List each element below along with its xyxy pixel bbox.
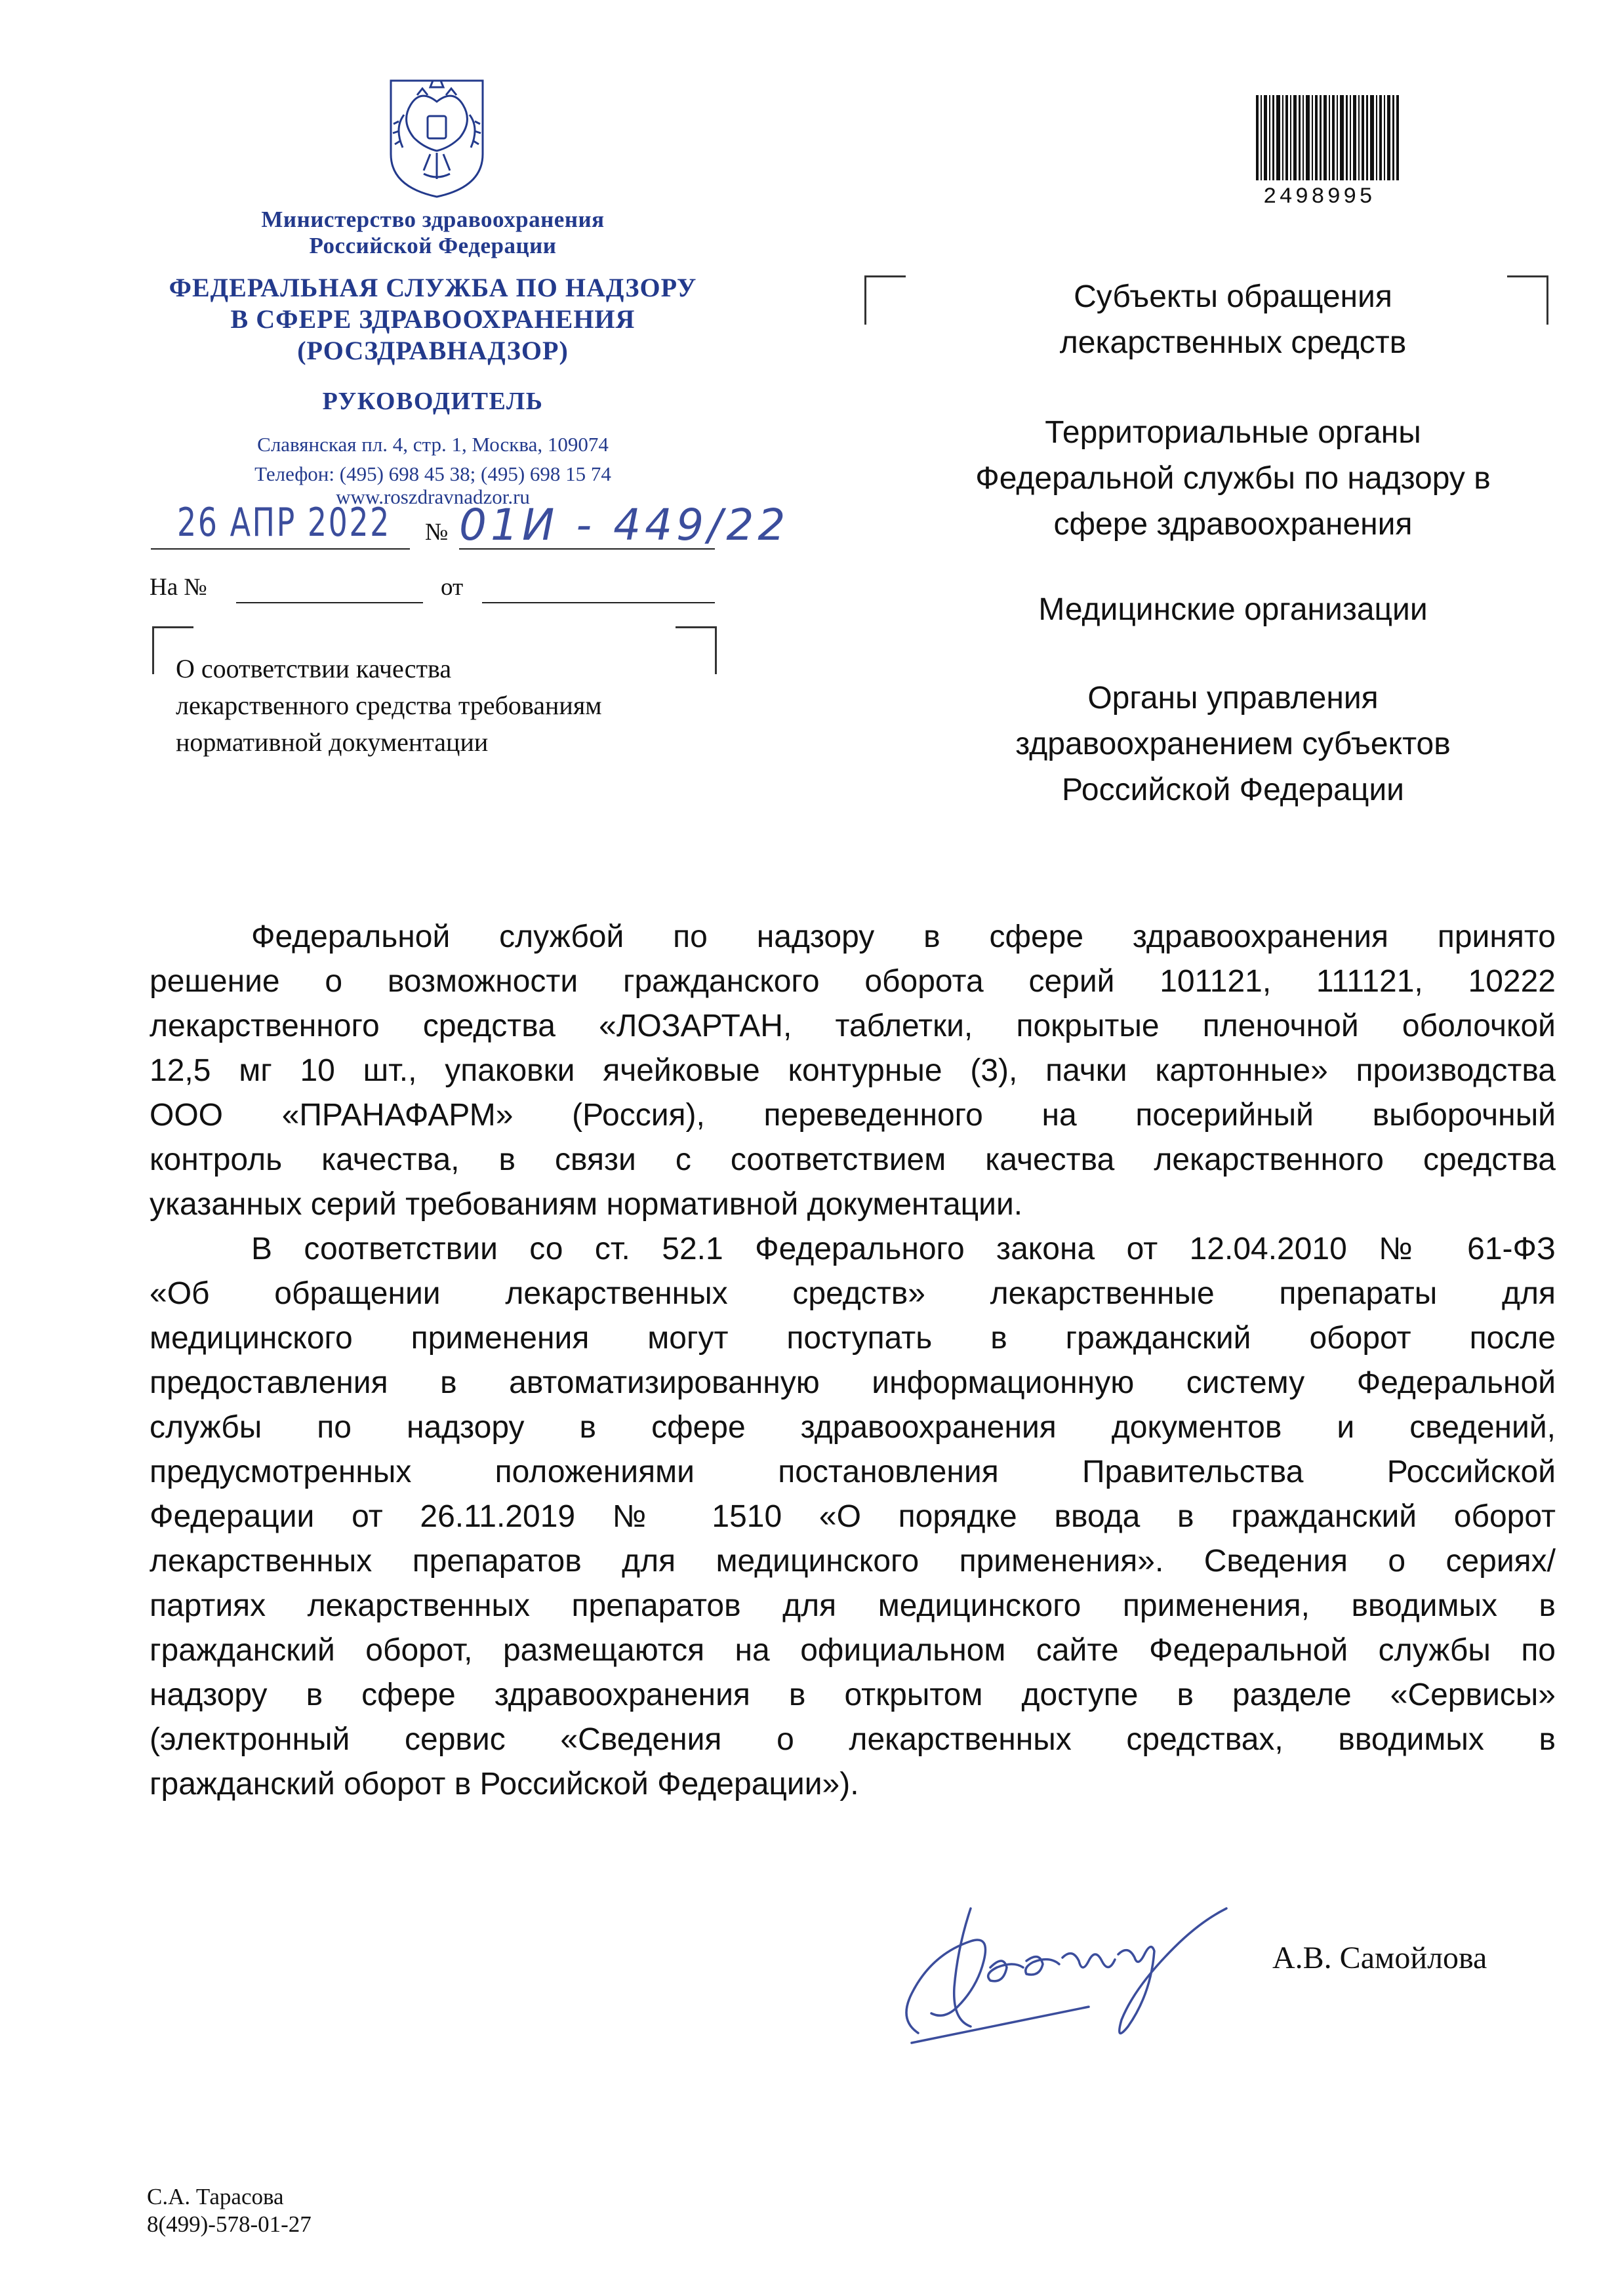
- body-line: предусмотренных положениями постановления Правительства Российской: [150, 1455, 1556, 1489]
- subject-line: О соответствии качества: [176, 654, 452, 683]
- addressee-line: Медицинские организации: [1038, 592, 1428, 627]
- body-line: партиях лекарственных препаратов для медицинского применения, вводимых в: [150, 1588, 1556, 1623]
- body-line: ООО «ПРАНАФАРМ» (Россия), переведенного на посерийный выборочный: [150, 1098, 1556, 1133]
- subject-line: нормативной документации: [176, 727, 489, 757]
- reply-number-underline: [236, 602, 423, 603]
- head-title: РУКОВОДИТЕЛЬ: [322, 388, 544, 415]
- date-stamp: 26 АПР 2022: [177, 500, 391, 546]
- date-underline: [151, 548, 410, 550]
- subject-line: лекарственного средства требованиям: [176, 691, 602, 720]
- body-line: решение о возможности гражданского оборота серий 101121, 111121, 10222: [150, 964, 1556, 999]
- addressee-group: [912, 410, 1554, 548]
- addressee-line: сфере здравоохранения: [1053, 507, 1413, 542]
- body-paragraph-2: [150, 1227, 1556, 1807]
- coat-of-arms-icon: [384, 75, 489, 200]
- body-line: Федеральной службой по надзору в сфере здравоохранения принято: [251, 919, 1556, 954]
- service-name-line2: В СФЕРЕ ЗДРАВООХРАНЕНИЯ: [230, 304, 636, 334]
- addressee-line: Территориальные органы: [1045, 415, 1421, 450]
- body-line: предоставления в автоматизированную информационную систему Федеральной: [150, 1365, 1556, 1400]
- body-line: В соответствии со ст. 52.1 Федерального закона от 12.04.2010 № 61-ФЗ: [251, 1232, 1556, 1266]
- service-name-line3: (РОСЗДРАВНАДЗОР): [297, 336, 569, 365]
- address: Славянская пл. 4, стр. 1, Москва, 109074: [257, 433, 609, 456]
- addressee-line: Российской Федерации: [1062, 773, 1404, 807]
- reply-label: На №: [150, 574, 207, 601]
- addressee-line: Федеральной службы по надзору в: [975, 461, 1491, 496]
- addressee-group: [912, 587, 1554, 633]
- addressee-line: лекарственных средств: [1059, 325, 1407, 360]
- addressee-line: Органы управления: [1087, 681, 1379, 715]
- number-label: №: [425, 519, 449, 546]
- body-line: надзору в сфере здравоохранения в открытом доступе в разделе «Сервисы»: [150, 1678, 1556, 1712]
- registration-number: 01И - 449/22: [459, 500, 790, 550]
- addressee-line: Субъекты обращения: [1074, 279, 1392, 314]
- signature-icon: [892, 1869, 1246, 2066]
- body-line: 12,5 мг 10 шт., упаковки ячейковые контурные (3), пачки картонные» производства: [150, 1053, 1556, 1088]
- ministry-name-line2: Российской Федерации: [309, 233, 557, 258]
- addressee-line: здравоохранением субъектов: [1015, 727, 1451, 761]
- from-label: от: [441, 574, 464, 601]
- website: www.roszdravnadzor.ru: [336, 485, 530, 508]
- phone: Телефон: (495) 698 45 38; (495) 698 15 74: [254, 462, 611, 485]
- addressee-bracket-left: [864, 275, 906, 325]
- addressee-group: [912, 274, 1554, 366]
- body-line: лекарственного средства «ЛОЗАРТАН, таблетки, покрытые пленочной оболочкой: [150, 1009, 1556, 1043]
- signer-name: А.В. Самойлова: [1272, 1941, 1487, 1975]
- body-line: медицинского применения могут поступать в гражданский оборот после: [150, 1321, 1556, 1356]
- ministry-name-line1: Министерство здравоохранения: [261, 207, 605, 232]
- body-line: службы по надзору в сфере здравоохранения документов и сведений,: [150, 1410, 1556, 1445]
- addressee-group: [912, 675, 1554, 813]
- body-line: контроль качества, в связи с соответствием качества лекарственного средства: [150, 1142, 1556, 1177]
- body-line: (электронный сервис «Сведения о лекарственных средствах, вводимых в: [150, 1722, 1556, 1757]
- body-line: указанных серий требованиям нормативной документации.: [150, 1187, 1023, 1222]
- body-paragraph-1: [150, 915, 1556, 1227]
- body-line: «Об обращении лекарственных средств» лекарственные препараты для: [150, 1276, 1556, 1311]
- performer-name: С.А. Тарасова: [147, 2184, 284, 2209]
- performer-phone: 8(499)-578-01-27: [147, 2211, 312, 2237]
- barcode-number: 2498995: [1263, 185, 1375, 210]
- service-name-line1: ФЕДЕРАЛЬНАЯ СЛУЖБА ПО НАДЗОРУ: [169, 273, 697, 302]
- body-line: гражданский оборот, размещаются на официальном сайте Федеральной службы по: [150, 1633, 1556, 1668]
- number-underline: [459, 548, 715, 550]
- body-line: лекарственных препаратов для медицинского применения». Сведения о сериях/: [150, 1544, 1556, 1579]
- subject: [176, 651, 766, 761]
- reply-date-underline: [482, 602, 715, 603]
- body-line: Федерации от 26.11.2019 № 1510 «О порядке ввода в гражданский оборот: [150, 1499, 1556, 1534]
- barcode-icon: [1256, 95, 1400, 180]
- body-line: гражданский оборот в Российской Федерации»).: [150, 1767, 859, 1802]
